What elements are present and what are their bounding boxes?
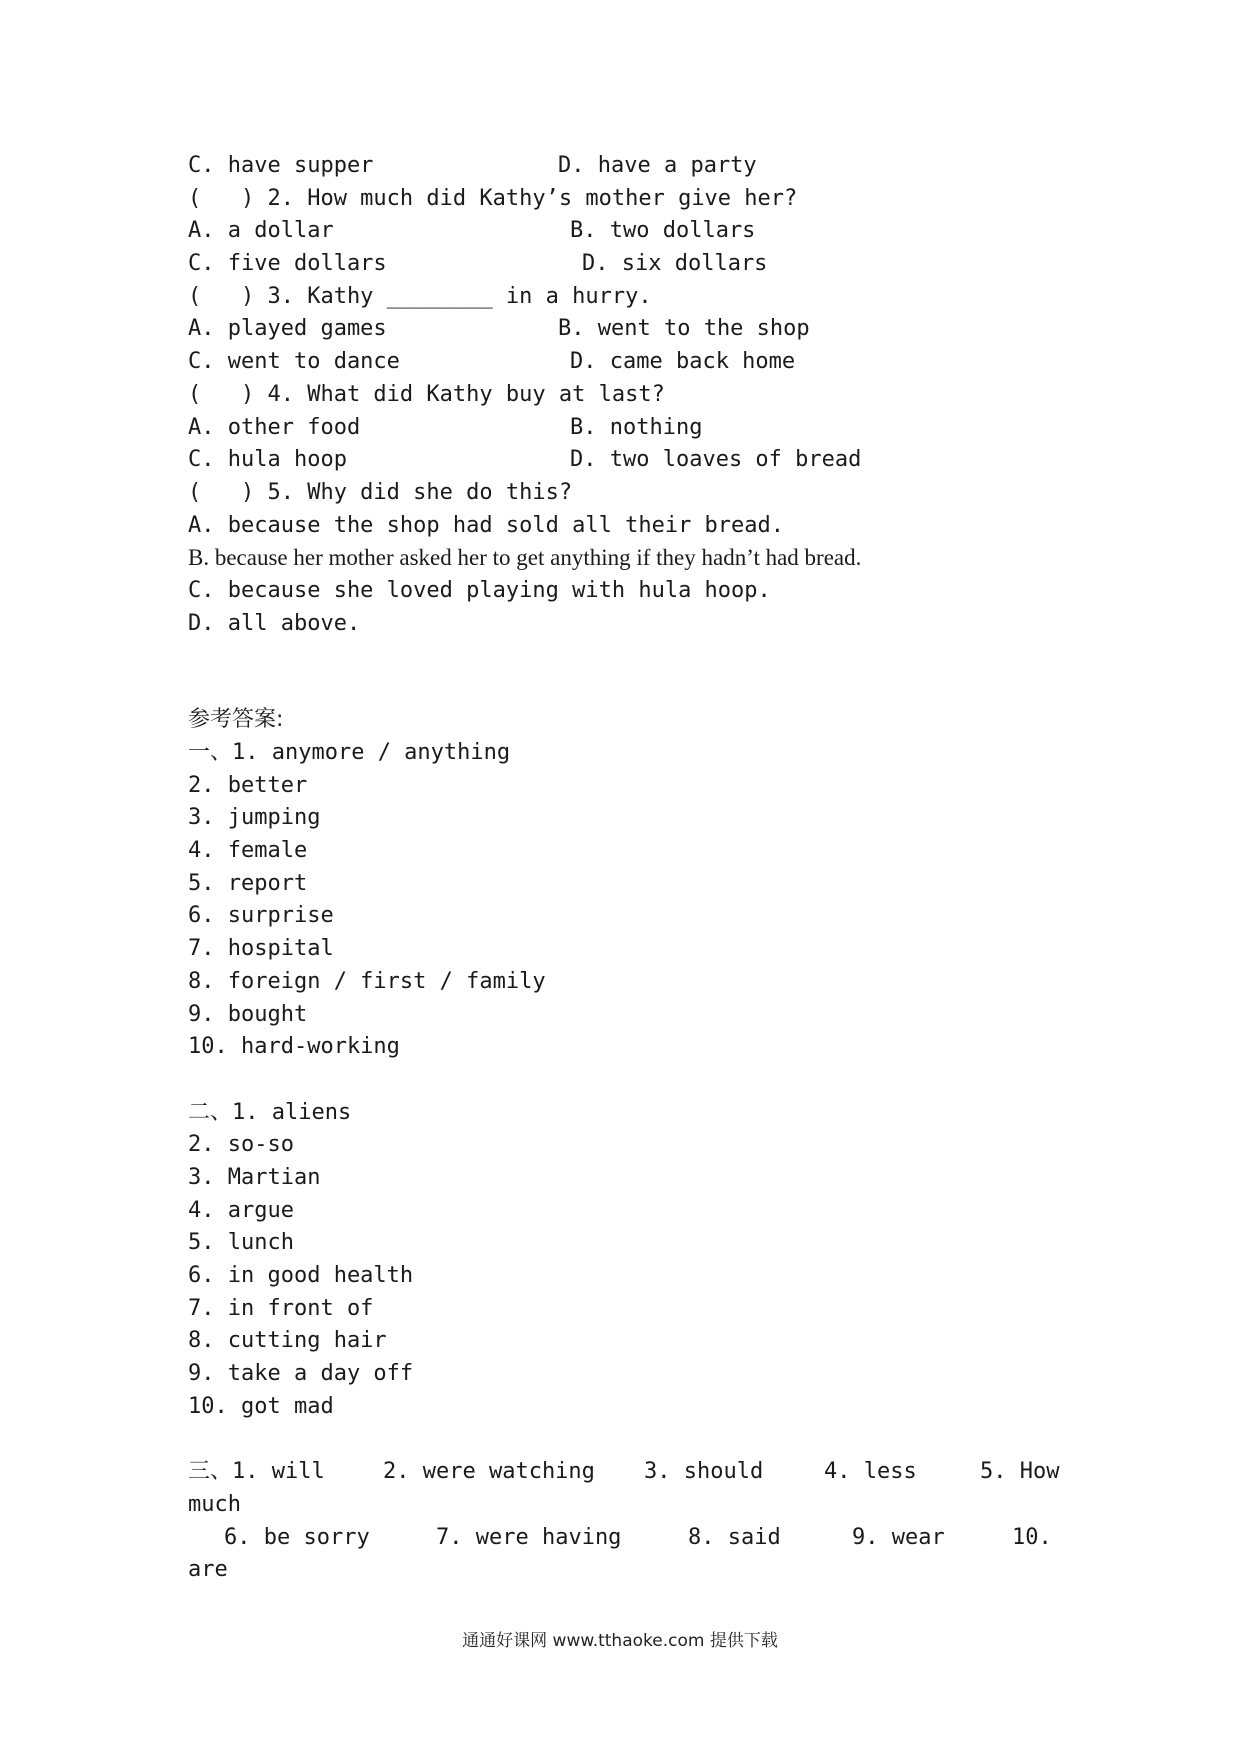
- answer-2-7: 7. in front of: [188, 1295, 374, 1321]
- answer-2-5: 5. lunch: [188, 1230, 294, 1256]
- answer-1-7: 7. hospital: [188, 936, 334, 962]
- q2-options-ab: [188, 215, 1068, 248]
- answer-1-4: 4. female: [188, 838, 308, 864]
- answer-3-row-4: are: [188, 1557, 228, 1583]
- q3-options-cd: [188, 346, 1068, 379]
- answer-2-4: 4. argue: [188, 1197, 294, 1223]
- page-footer: 通通好课网 www.tthaoke.com 提供下载: [462, 1631, 778, 1651]
- answer-2-6: 6. in good health: [188, 1263, 414, 1288]
- q4-options-ab: [188, 412, 1068, 445]
- q4-option-d: D. two loaves of bread: [570, 447, 862, 473]
- q3-option-a: A. played games: [188, 316, 387, 342]
- q2-options-cd: [188, 248, 1068, 281]
- q4-options-cd: [188, 444, 1068, 477]
- q2-option-b: B. two dollars: [570, 218, 756, 244]
- q4-stem: ( ) 4. What did Kathy buy at last?: [188, 381, 665, 407]
- q3-option-c: C. went to dance: [188, 349, 400, 375]
- q5-option-c: C. because she loved playing with hula hoop.: [188, 577, 771, 603]
- q2-option-c: C. five dollars: [188, 251, 387, 277]
- answer-1-9: 9. bought: [188, 1001, 308, 1027]
- q5-option-d: D. all above.: [188, 610, 361, 636]
- q3-options-ab: [188, 313, 1068, 346]
- answer-3-row-1: 三、1. will 2. were watching 3. should 4. less 5. How: [188, 1459, 1060, 1485]
- q4-option-c: C. hula hoop: [188, 447, 347, 473]
- answer-1-10: 10. hard-working: [188, 1034, 400, 1060]
- q3-option-d: D. came back home: [570, 349, 796, 375]
- answer-1-5: 5. report: [188, 870, 308, 896]
- answer-2-2: 2. so-so: [188, 1132, 294, 1158]
- q2-stem: ( ) 2. How much did Kathy’s mother give her?: [188, 185, 798, 211]
- answer-2-8: 8. cutting hair: [188, 1328, 387, 1354]
- answer-1-3: 3. jumping: [188, 805, 321, 831]
- q3-stem: ( ) 3. Kathy ________ in a hurry.: [188, 283, 652, 309]
- q1-options-cd: [188, 150, 1068, 183]
- page-content: [188, 150, 1068, 1587]
- q3-option-b: B. went to the shop: [558, 316, 810, 342]
- q5-option-b: B. because her mother asked her to get anything if they hadn’t had bread.: [188, 545, 862, 571]
- q1-option-c: C. have supper: [188, 153, 374, 178]
- answer-3-row-3: 6. be sorry 7. were having 8. said 9. wear 10.: [224, 1524, 1052, 1550]
- answer-1-1: 一、1. anymore / anything: [188, 740, 511, 765]
- answer-1-2: 2. better: [188, 772, 308, 798]
- q4-option-b: B. nothing: [570, 414, 703, 440]
- answer-3-row-2: much: [188, 1491, 241, 1517]
- answer-2-9: 9. take a day off: [188, 1361, 414, 1387]
- answer-2-1: 二、1. aliens: [188, 1099, 352, 1125]
- q4-option-a: A. other food: [188, 414, 361, 440]
- q2-option-d: D. six dollars: [582, 251, 768, 277]
- q5-stem: ( ) 5. Why did she do this?: [188, 479, 573, 505]
- q1-option-d: D. have a party: [558, 153, 757, 178]
- answers-heading: 参考答案:: [188, 707, 284, 733]
- answer-1-8: 8. foreign / first / family: [188, 968, 546, 994]
- q5-option-a: A. because the shop had sold all their bread.: [188, 512, 785, 538]
- answer-2-3: 3. Martian: [188, 1164, 321, 1190]
- answer-2-10: 10. got mad: [188, 1393, 334, 1419]
- answer-1-6: 6. surprise: [188, 903, 334, 929]
- q2-option-a: A. a dollar: [188, 218, 334, 244]
